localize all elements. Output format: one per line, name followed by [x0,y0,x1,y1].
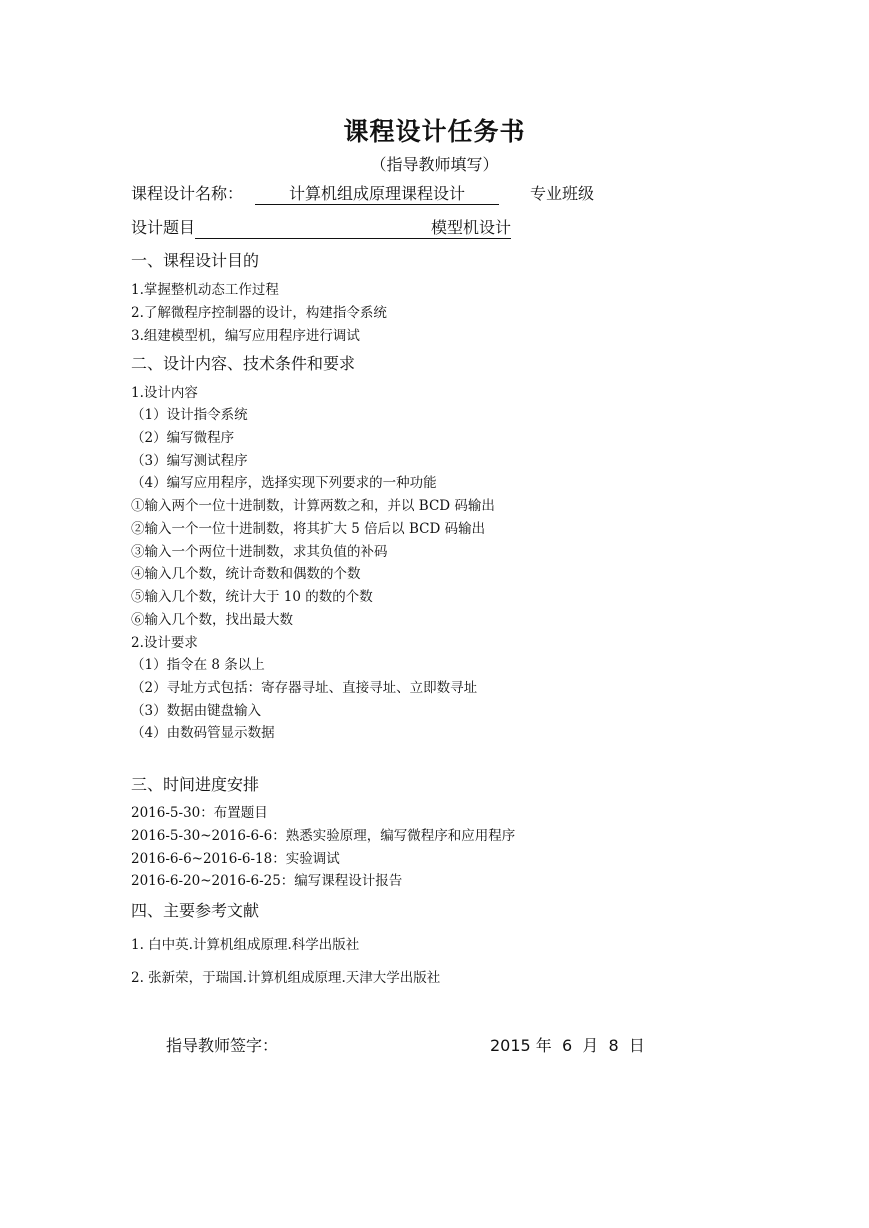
section-heading-purpose: 一、课程设计目的 [131,251,260,270]
purpose-item: 3.组建模型机，编写应用程序进行调试 [131,328,360,344]
function-item: ④输入几个数，统计奇数和偶数的个数 [131,566,361,582]
purpose-item: 1.掌握整机动态工作过程 [131,282,279,298]
function-item: ②输入一个一位十进制数，将其扩大 5 倍后以 BCD 码输出 [131,521,486,537]
requirement-subheading: 2.设计要求 [131,635,198,651]
course-name-value: 计算机组成原理课程设计 [255,184,499,205]
major-class-label: 专业班级 [530,184,595,203]
topic-value: 模型机设计 [195,218,511,239]
schedule-item: 2016-5-30：布置题目 [131,805,268,821]
function-item: ⑤输入几个数，统计大于 10 的数的个数 [131,589,373,605]
requirement-item: （1）指令在 8 条以上 [131,657,265,673]
content-item: （4）编写应用程序，选择实现下列要求的一种功能 [131,475,437,491]
schedule-item: 2016-6-6~2016-6-18：实验调试 [131,851,340,867]
requirement-item: （2）寻址方式包括：寄存器寻址、直接寻址、立即数寻址 [131,680,478,696]
requirement-item: （3）数据由键盘输入 [131,703,262,719]
function-item: ⑥输入几个数，找出最大数 [131,612,293,628]
signature-label: 指导教师签字： [166,1036,279,1055]
content-item: （1）设计指令系统 [131,407,248,423]
function-item: ①输入两个一位十进制数，计算两数之和，并以 BCD 码输出 [131,498,495,514]
schedule-item: 2016-6-20~2016-6-25：编写课程设计报告 [131,873,403,889]
content-subheading: 1.设计内容 [131,385,198,401]
reference-item: 2. 张新荣，于瑞国.计算机组成原理.天津大学出版社 [131,970,441,986]
function-item: ③输入一个两位十进制数，求其负值的补码 [131,544,388,560]
section-heading-references: 四、主要参考文献 [131,901,260,920]
section-heading-content: 二、设计内容、技术条件和要求 [131,354,356,373]
section-heading-schedule: 三、时间进度安排 [131,775,260,794]
signature-date: 2015 年 6 月 8 日 [490,1036,645,1055]
course-name-label: 课程设计名称： [131,184,244,203]
purpose-item: 2.了解微程序控制器的设计，构建指令系统 [131,305,387,321]
topic-label: 设计题目 [131,218,196,237]
requirement-item: （4）由数码管显示数据 [131,725,275,741]
reference-item: 1. 白中英.计算机组成原理.科学出版社 [131,937,360,953]
content-item: （2）编写微程序 [131,430,235,446]
schedule-item: 2016-5-30~2016-6-6：熟悉实验原理，编写微程序和应用程序 [131,828,516,844]
content-item: （3）编写测试程序 [131,453,248,469]
topic-row [131,215,511,239]
course-name-row [131,181,499,205]
document-subtitle: （指导教师填写） [370,155,499,174]
document-title: 课程设计任务书 [343,117,526,146]
